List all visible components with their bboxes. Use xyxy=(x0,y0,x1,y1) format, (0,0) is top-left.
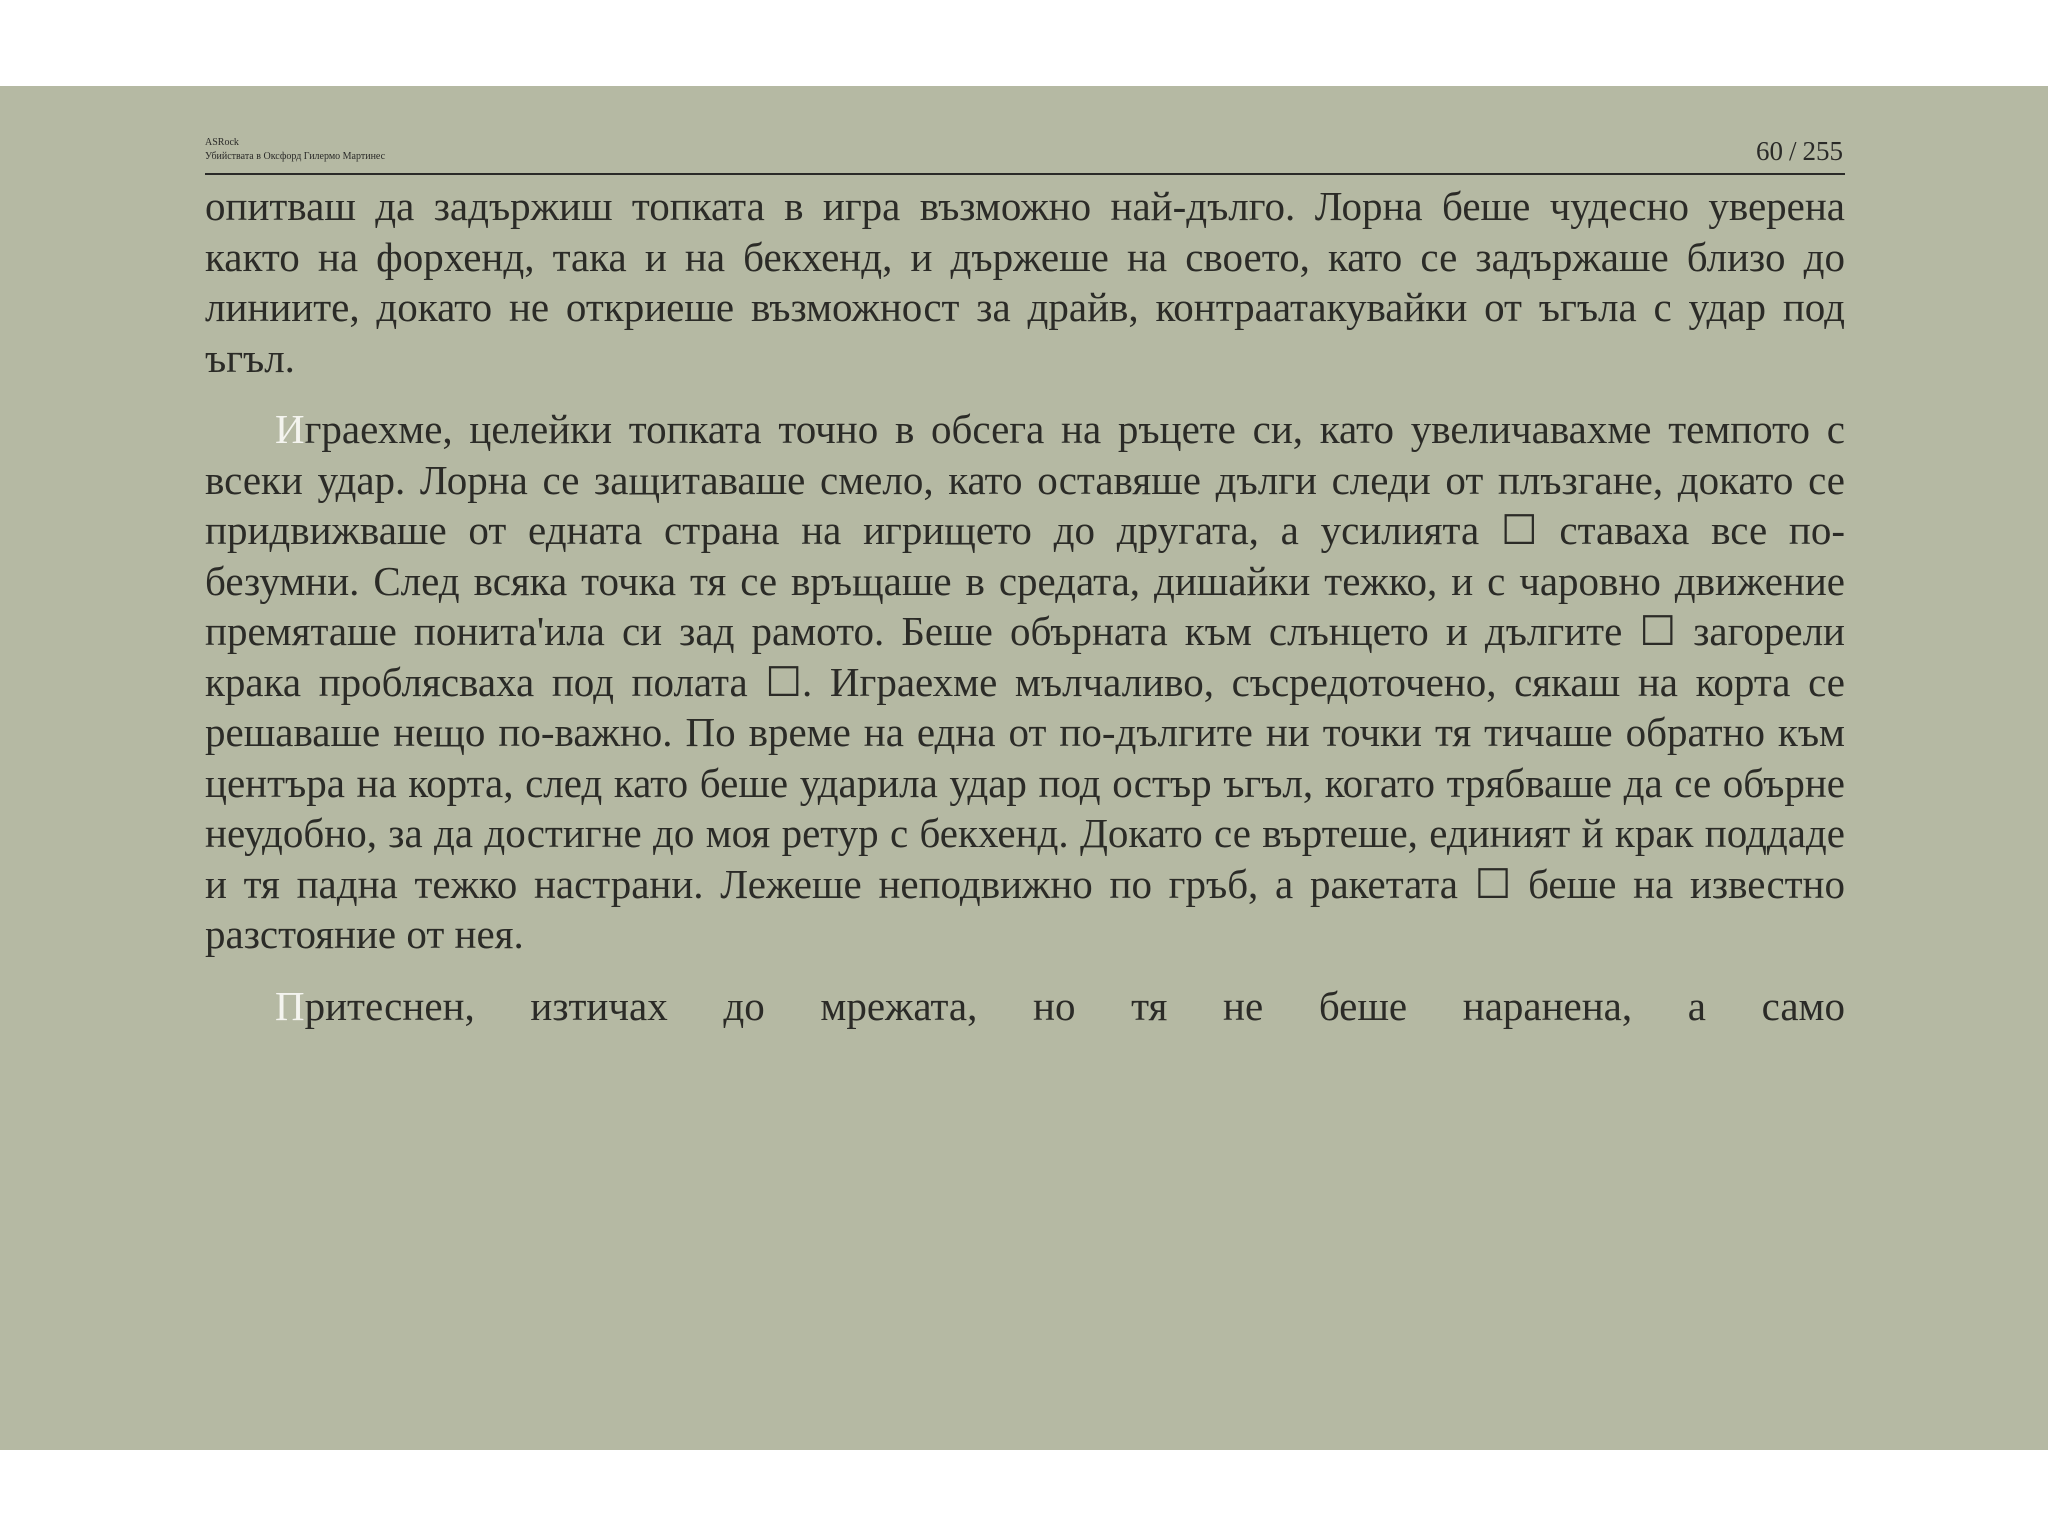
paragraph-2 xyxy=(205,404,1845,960)
paragraph-2-text: граехме, целейки топката точно в обсега на ръцете си, като увеличавахме темпото с всеки удар. Лорна се защитаваше смело, като оставяше дълги следи от плъзгане, докато се придвижваше от едната страна на игрището до другата, а усилията ☐ ставаха все по-безумни. След всяка точка тя се връщаше в средата, дишайки тежко, и с чаровно движение премяташе понита'ила си зад рамото. Беше обърната към слънцето и дългите ☐ загорели крака проблясваха под полата ☐. Играехме мълчаливо, съсредоточено, сякаш на корта се решаваше нещо по-важно. По време на една от по-дългите ни точки тя тичаше обратно към центъра на корта, след като беше ударила удар под остър ъгъл, когато трябваше да се обърне неудобно, за да достигне до моя ретур с бекхенд. Докато се въртеше, единият й крак поддаде и тя падна тежко настрани. Лежеше неподвижно по гръб, а ракетата ☐ беше на известно разстояние от нея. xyxy=(205,406,1845,957)
paragraph-3 xyxy=(205,981,1845,1032)
paragraph-2-initial: И xyxy=(275,406,305,452)
paragraph-3-initial: П xyxy=(275,982,305,1029)
page-current: 60 xyxy=(1755,136,1783,166)
book-title-line: Убийствата в Оксфорд Гилермо Мартинес xyxy=(205,151,386,162)
page-separator: / xyxy=(1788,136,1797,166)
paragraph-3-text: ритеснен, изтичах до мрежата, но тя не беше наранена, а само xyxy=(304,982,1845,1029)
paragraph-1: опитваш да задържиш топката в игра възможно най-дълго. Лорна беше чудесно уверена както на форхенд, така и на бекхенд, и държеше на своето, като се задържаше близо до линиите, докато не откриеше възможност за драйв, контраатакувайки от ъгъла с удар под ъгъл. xyxy=(205,183,1845,381)
page-total: 255 xyxy=(1802,136,1843,166)
page-counter xyxy=(1756,136,1843,166)
page-body xyxy=(205,181,1845,1031)
page-header xyxy=(205,136,1845,172)
header-divider xyxy=(205,173,1845,175)
author-line: ASRock xyxy=(205,137,239,148)
